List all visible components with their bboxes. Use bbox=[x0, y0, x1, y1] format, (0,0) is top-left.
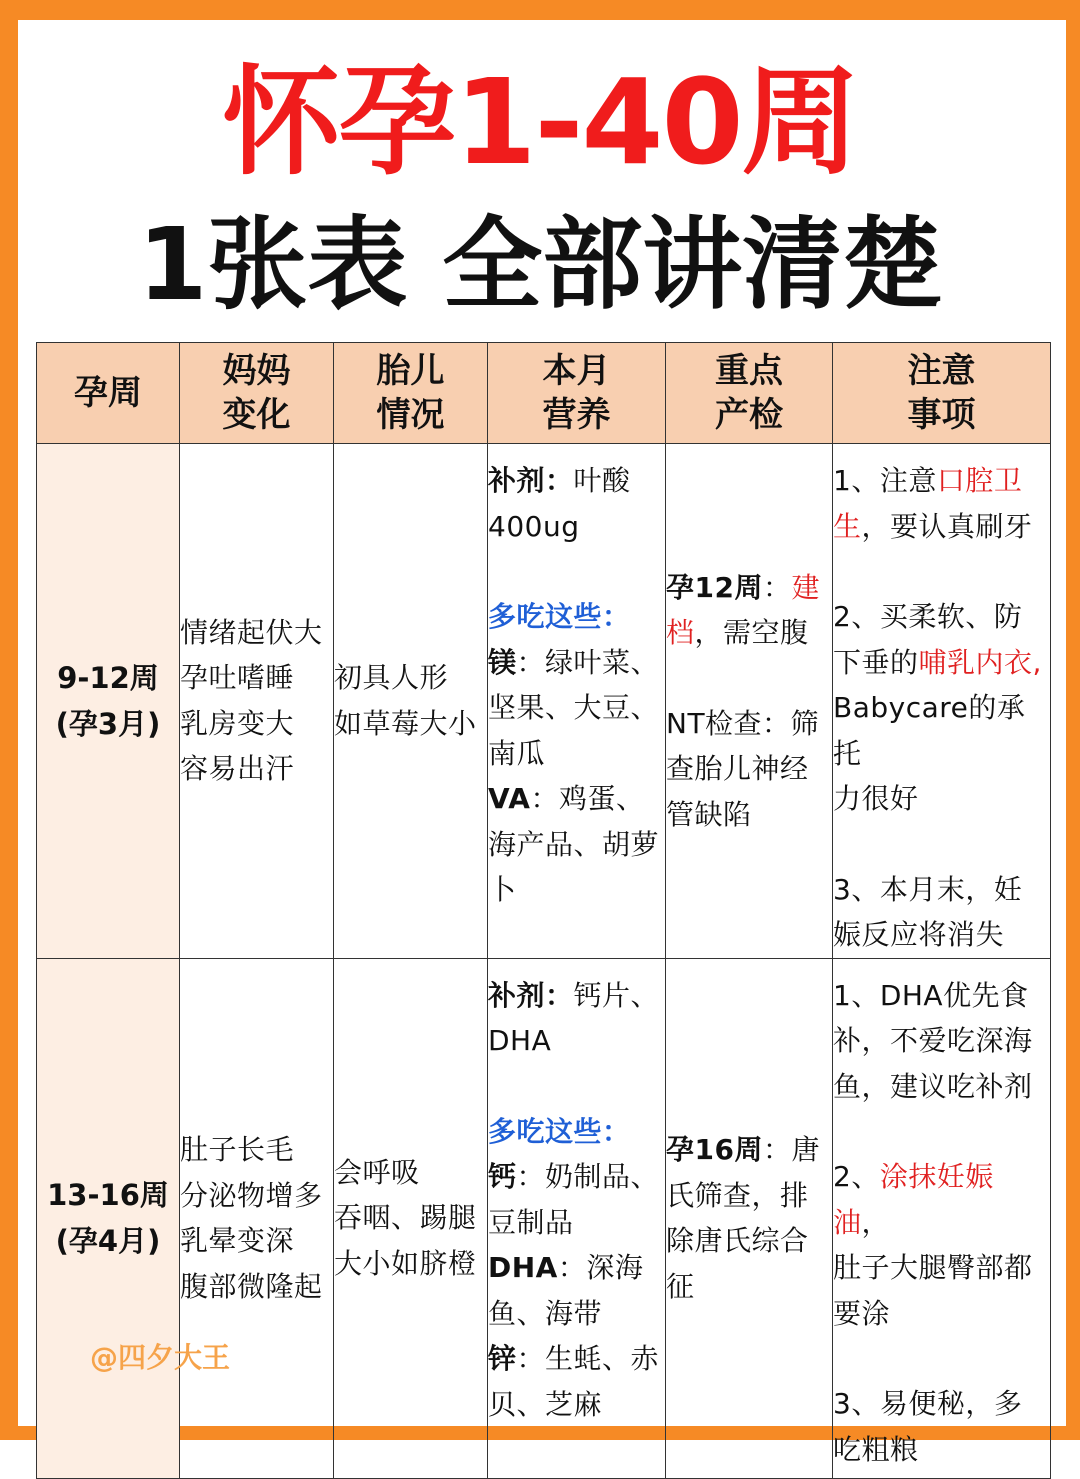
baby-cell: 会呼吸 吞咽、踢腿 大小如脐橙 bbox=[334, 958, 488, 1478]
notes-cell: 1、注意口腔卫 生，要认真刷牙 2、买柔软、防 下垂的哺乳内衣, Babycare的承托 力很好 3、本月末，妊 娠反应将消失 bbox=[833, 444, 1051, 959]
nutrition-cell: 补剂：钙片、 DHA 多吃这些： 钙：奶制品、 豆制品 DHA：深海 鱼、海带 锌：生蚝、赤 贝、芝麻 bbox=[488, 958, 666, 1478]
mom-cell: 肚子长毛 分泌物增多 乳晕变深 腹部微隆起 bbox=[180, 958, 334, 1478]
header-mom: 妈妈 变化 bbox=[180, 343, 334, 444]
page-subtitle: 1张表 全部讲清楚 bbox=[137, 206, 943, 323]
header-checkup: 重点 产检 bbox=[666, 343, 833, 444]
week-cell: 13-16周 (孕4月) bbox=[37, 958, 180, 1478]
header-baby: 胎儿 情况 bbox=[334, 343, 488, 444]
header-week: 孕周 bbox=[37, 343, 180, 444]
header-row bbox=[37, 343, 1051, 444]
header-nutrition: 本月 营养 bbox=[488, 343, 666, 444]
table-row bbox=[37, 958, 1051, 1478]
mom-cell: 情绪起伏大 孕吐嗜睡 乳房变大 容易出汗 bbox=[180, 444, 334, 959]
header-notes: 注意 事项 bbox=[833, 343, 1051, 444]
table-row bbox=[37, 444, 1051, 959]
page-title: 怀孕1-40周 bbox=[222, 53, 858, 191]
week-cell: 9-12周 (孕3月) bbox=[37, 444, 180, 959]
baby-cell: 初具人形 如草莓大小 bbox=[334, 444, 488, 959]
checkup-cell: 孕16周：唐 氏筛查，排 除唐氏综合 征 bbox=[666, 958, 833, 1478]
pregnancy-table bbox=[36, 342, 1051, 1479]
notes-cell: 1、DHA优先食 补，不爱吃深海 鱼，建议吃补剂 2、涂抹妊娠油， 肚子大腿臀部都 要涂 3、易便秘，多 吃粗粮 bbox=[833, 958, 1051, 1478]
nutrition-cell: 补剂：叶酸 400ug 多吃这些： 镁：绿叶菜、 坚果、大豆、 南瓜 VA：鸡蛋、 海产品、胡萝 卜 bbox=[488, 444, 666, 959]
checkup-cell: 孕12周：建 档，需空腹 NT检查：筛 查胎儿神经 管缺陷 bbox=[666, 444, 833, 959]
author-watermark: @四夕大王 bbox=[90, 1341, 231, 1374]
